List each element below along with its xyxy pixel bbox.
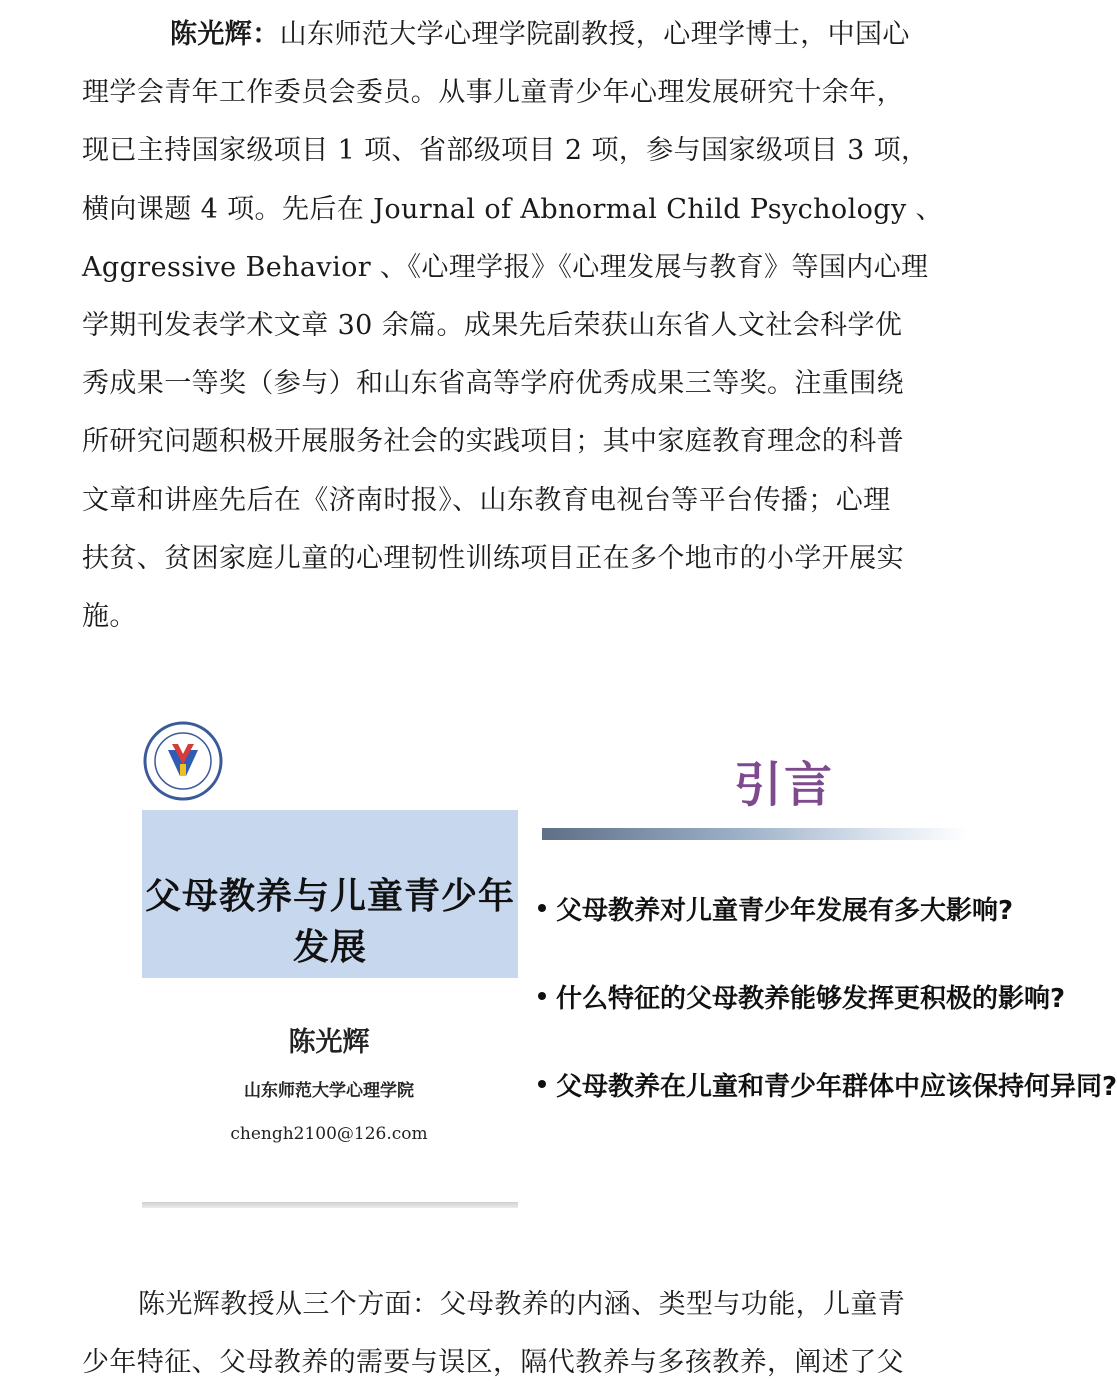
- question-text: 什么特征的父母教养能够发挥更积极的影响?: [556, 984, 1066, 1014]
- bio-line: 施。: [82, 601, 137, 633]
- bullet-icon: [538, 1080, 546, 1088]
- presenter-name: 陈光辉: [288, 1027, 370, 1058]
- question-item: [538, 1066, 1117, 1154]
- bio-name: 陈光辉：: [170, 19, 280, 50]
- bio-line: 扶贫、贫困家庭儿童的心理韧性训练项目正在多个地市的小学开展实: [82, 542, 904, 574]
- bio-line: 所研究问题积极开展服务社会的实践项目；其中家庭教育理念的科普: [82, 426, 904, 458]
- intro-title: 引言: [734, 757, 835, 813]
- bio-line: [82, 6, 938, 64]
- cover-title-band: [142, 810, 518, 978]
- bio-line: 理学会青年工作委员会委员。从事儿童青少年心理发展研究十余年，: [82, 77, 904, 109]
- question-item: [538, 890, 1014, 978]
- summary-line: 少年特征、父母教养的需要与误区，隔代教养与多孩教养，阐述了父: [82, 1347, 904, 1379]
- bio-line-text: 山东师范大学心理学院副教授，心理学博士，中国心: [279, 19, 910, 50]
- summary-paragraph: [82, 1276, 938, 1392]
- cover-title: 父母教养与儿童青少年发展: [144, 876, 515, 968]
- summary-line: 陈光辉教授从三个方面：父母教养的内涵、类型与功能，儿童青: [138, 1289, 906, 1320]
- bio-line: 横向课题 4 项。先后在 Journal of Abnormal Child Psychology 、: [82, 193, 943, 225]
- question-list: [538, 890, 1117, 1154]
- presenter-email: chengh2100@126.com: [230, 1124, 428, 1144]
- cover-slide-image: [140, 712, 518, 1212]
- intro-divider: [542, 828, 968, 840]
- slide-bottom-shadow: [142, 1202, 518, 1208]
- bio-line: 文章和讲座先后在《济南时报》、山东教育电视台等平台传播；心理: [82, 484, 891, 516]
- bio-line: 学期刊发表学术文章 30 余篇。成果先后荣获山东省人文社会科学优: [82, 310, 903, 342]
- bio-paragraph: [82, 6, 943, 646]
- bio-line: 现已主持国家级项目 1 项、省部级项目 2 项，参与国家级项目 3 项，: [82, 135, 929, 167]
- question-text: 父母教养对儿童青少年发展有多大影响?: [556, 896, 1014, 926]
- bio-line: Aggressive Behavior 、《心理学报》《心理发展与教育》等国内心理: [82, 251, 929, 283]
- intro-slide-image: [538, 712, 1117, 1172]
- bullet-icon: [538, 992, 546, 1000]
- university-seal-icon: [142, 720, 224, 802]
- question-item: [538, 978, 1066, 1066]
- question-text: 父母教养在儿童和青少年群体中应该保持何异同?: [556, 1072, 1117, 1102]
- presenter-organization: 山东师范大学心理学院: [244, 1081, 414, 1101]
- bullet-icon: [538, 904, 546, 912]
- bio-line: 秀成果一等奖（参与）和山东省高等学府优秀成果三等奖。注重围绕: [82, 368, 904, 400]
